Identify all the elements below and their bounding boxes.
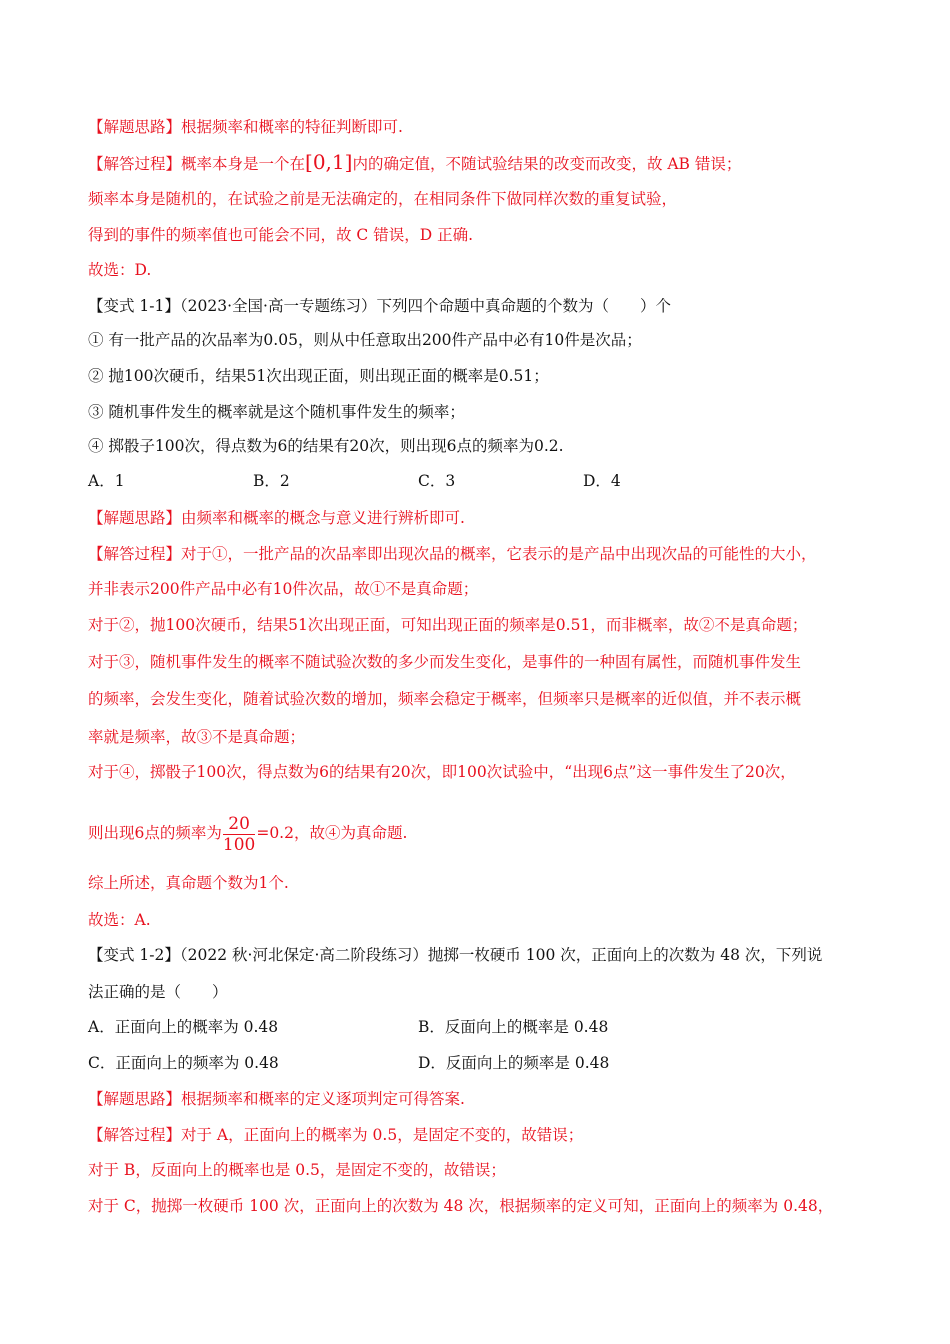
solution-idea-line: 【解题思路】根据频率和概率的特征判断即可.	[88, 118, 403, 136]
option-a: A．正面向上的概率为 0.48	[88, 1018, 279, 1036]
fraction-numerator: 20	[223, 814, 255, 835]
question-title: 【变式 1-2】（2022 秋·河北保定·高二阶段练习）抛掷一枚硬币 100 次，正面向上的次数为 48 次，下列说	[88, 946, 823, 964]
statement-1: ① 有一批产品的次品率为0.05，则从中任意取出200件产品中必有10件是次品；	[88, 331, 642, 349]
question-continuation: 法正确的是（ ）	[88, 983, 228, 1001]
option-b: B．反面向上的概率是 0.48	[418, 1018, 609, 1036]
option-d: D．4	[583, 472, 621, 490]
solution-idea-line: 【解题思路】由频率和概率的概念与意义进行辨析即可.	[88, 509, 465, 527]
text-line: 对于②，抛100次硬币，结果51次出现正面，可知出现正面的频率是0.51，而非概率，故②不是真命题；	[88, 616, 808, 634]
solution-process-line: 【解答过程】对于 A，正面向上的概率为 0.5，是固定不变的，故错误；	[88, 1126, 584, 1144]
solution-process-line	[88, 152, 741, 174]
text-line: 得到的事件的频率值也可能会不同，故 C 错误，D 正确.	[88, 226, 473, 244]
text-line: 对于 B，反面向上的概率也是 0.5，是固定不变的，故错误；	[88, 1161, 506, 1179]
text-segment: 内的确定值，不随试验结果的改变而改变，故 AB 错误；	[352, 155, 742, 173]
option-c: C．3	[418, 472, 456, 490]
text-line: 对于③，随机事件发生的概率不随试验次数的多少而发生变化，是事件的一种固有属性，而随机事件发生	[88, 653, 802, 671]
option-c: C．正面向上的频率为 0.48	[88, 1054, 279, 1072]
solution-process-line: 【解答过程】对于①，一批产品的次品率即出现次品的概率，它表示的是产品中出现次品的可能性的大小，	[88, 545, 817, 563]
statement-3: ③ 随机事件发生的概率就是这个随机事件发生的频率；	[88, 403, 465, 421]
text-segment: 则出现6点的频率为	[88, 824, 222, 842]
option-b: B．2	[253, 472, 290, 490]
fraction-denominator: 100	[222, 834, 256, 855]
interval-expression: [0,1]	[305, 150, 353, 174]
option-d: D．反面向上的频率是 0.48	[418, 1054, 610, 1072]
text-line: 对于④，掷骰子100次，得点数为6的结果有20次，即100次试验中，“出现6点”这一事件发生了20次，	[88, 763, 796, 781]
statement-2: ② 抛100次硬币，结果51次出现正面，则出现正面的概率是0.51；	[88, 367, 549, 385]
text-line: 的频率，会发生变化，随着试验次数的增加，频率会稳定于概率，但频率只是概率的近似值，并不表示概	[88, 690, 802, 708]
text-segment: 【解答过程】概率本身是一个在	[88, 155, 306, 173]
text-line: 频率本身是随机的，在试验之前是无法确定的，在相同条件下做同样次数的重复试验，	[88, 190, 678, 208]
solution-idea-line: 【解题思路】根据频率和概率的定义逐项判定可得答案.	[88, 1090, 465, 1108]
option-a: A．1	[88, 472, 125, 490]
question-title: 【变式 1-1】（2023·全国·高一专题练习）下列四个命题中真命题的个数为（ ）个	[88, 297, 671, 315]
fraction-line	[88, 812, 407, 855]
conclusion-line: 综上所述，真命题个数为1个.	[88, 874, 289, 892]
text-line: 率就是频率，故③不是真命题；	[88, 728, 306, 746]
text-segment: =0.2，故④为真命题.	[256, 824, 408, 842]
answer-line: 故选：A.	[88, 911, 151, 929]
text-line: 对于 C，抛掷一枚硬币 100 次，正面向上的次数为 48 次，根据频率的定义可知，正面向上的频率为 0.48，	[88, 1197, 834, 1215]
statement-4: ④ 掷骰子100次，得点数为6的结果有20次，则出现6点的频率为0.2.	[88, 437, 564, 455]
text-line: 并非表示200件产品中必有10件次品，故①不是真命题；	[88, 580, 479, 598]
answer-line: 故选：D.	[88, 261, 152, 279]
fraction	[223, 814, 255, 855]
